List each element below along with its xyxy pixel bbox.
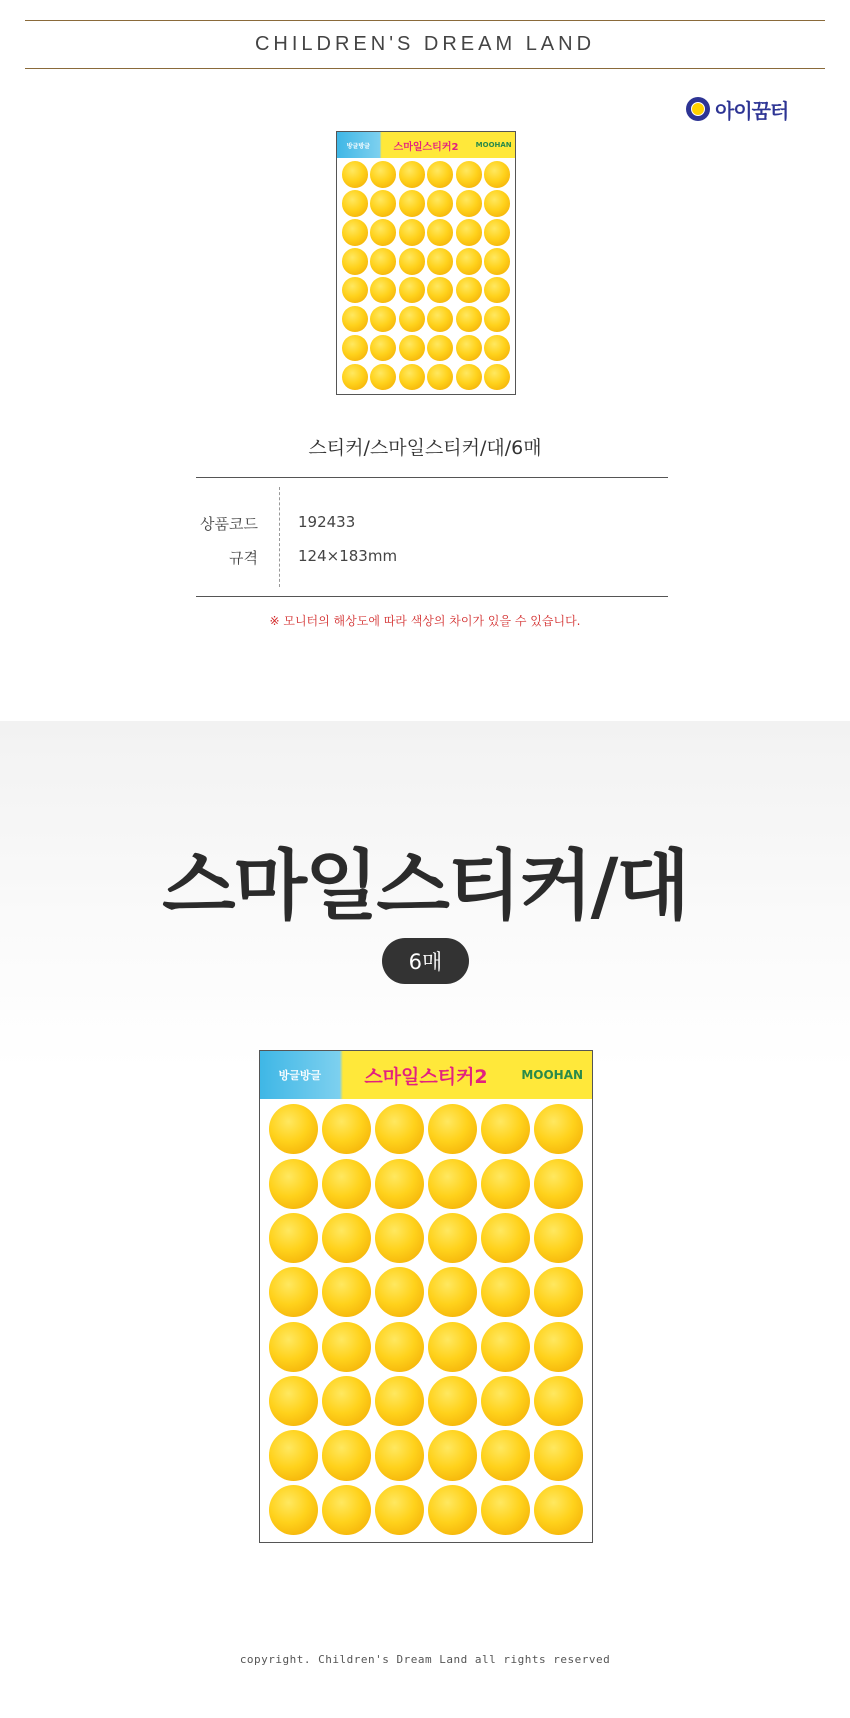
- smiley-sticker-icon: [428, 1376, 477, 1426]
- smiley-sticker-icon: [370, 190, 396, 217]
- brand-logo: [686, 95, 788, 123]
- copyright-text: copyright. Children's Dream Land all rights reserved: [239, 1653, 611, 1666]
- smiley-sticker-icon: [456, 335, 482, 362]
- smiley-sticker-icon: [481, 1430, 530, 1480]
- smiley-sticker-icon: [269, 1430, 318, 1480]
- smiley-sticker-icon: [427, 219, 453, 246]
- sheet-badge: 방글방글: [278, 1069, 322, 1082]
- smiley-sticker-icon: [342, 277, 368, 304]
- smiley-sticker-icon: [481, 1159, 530, 1209]
- smiley-sticker-icon: [370, 306, 396, 333]
- smiley-sticker-icon: [427, 335, 453, 362]
- smiley-sticker-icon: [322, 1159, 371, 1209]
- smiley-sticker-icon: [399, 248, 425, 275]
- smiley-sticker-icon: [427, 190, 453, 217]
- smiley-sticker-icon: [481, 1322, 530, 1372]
- smiley-sticker-icon: [534, 1322, 583, 1372]
- smiley-sticker-icon: [484, 161, 510, 188]
- smiley-sticker-icon: [375, 1213, 424, 1263]
- banner-title: CHILDREN'S DREAM LAND: [254, 33, 596, 55]
- smiley-sticker-icon: [481, 1485, 530, 1535]
- info-divider: [279, 487, 280, 587]
- smiley-sticker-icon: [370, 335, 396, 362]
- smiley-sticker-icon: [269, 1485, 318, 1535]
- smiley-sticker-icon: [456, 248, 482, 275]
- detail-section: [0, 721, 850, 1718]
- smiley-sticker-icon: [370, 364, 396, 391]
- smiley-sticker-icon: [456, 364, 482, 391]
- smiley-sticker-icon: [427, 306, 453, 333]
- smiley-sticker-icon: [534, 1267, 583, 1317]
- smiley-sticker-icon: [322, 1213, 371, 1263]
- smiley-sticker-icon: [342, 335, 368, 362]
- info-label: 규격: [229, 549, 258, 567]
- info-label: 상품코드: [200, 515, 258, 533]
- smiley-sticker-icon: [342, 190, 368, 217]
- sheet-maker: MOOHAN: [475, 141, 512, 149]
- smiley-sticker-icon: [428, 1430, 477, 1480]
- smiley-sticker-icon: [484, 335, 510, 362]
- store-banner: [25, 20, 825, 69]
- smiley-sticker-icon: [375, 1376, 424, 1426]
- product-image: [259, 1050, 593, 1543]
- smiley-sticker-icon: [269, 1322, 318, 1372]
- smiley-sticker-icon: [269, 1104, 318, 1154]
- smiley-sticker-icon: [322, 1485, 371, 1535]
- color-notice: ※ 모니터의 해상도에 따라 색상의 차이가 있을 수 있습니다.: [269, 614, 581, 628]
- product-title: 스티커/스마일스티커/대/6매: [308, 437, 542, 459]
- quantity-badge: 6매: [382, 938, 469, 984]
- smiley-sticker-icon: [342, 364, 368, 391]
- smiley-sticker-icon: [375, 1322, 424, 1372]
- smiley-sticker-icon: [375, 1267, 424, 1317]
- smiley-sticker-icon: [322, 1322, 371, 1372]
- product-info-table: [196, 477, 668, 597]
- sticker-grid: [267, 1102, 586, 1537]
- smiley-sticker-icon: [481, 1104, 530, 1154]
- smiley-sticker-icon: [399, 219, 425, 246]
- smiley-sticker-icon: [269, 1159, 318, 1209]
- smiley-sticker-icon: [370, 219, 396, 246]
- smiley-sticker-icon: [484, 248, 510, 275]
- smiley-sticker-icon: [269, 1213, 318, 1263]
- smiley-sticker-icon: [399, 277, 425, 304]
- smiley-sticker-icon: [322, 1267, 371, 1317]
- smiley-sticker-icon: [427, 277, 453, 304]
- smiley-sticker-icon: [375, 1430, 424, 1480]
- product-thumbnail: [336, 131, 516, 395]
- smiley-sticker-icon: [534, 1159, 583, 1209]
- sheet-badge: 방글방글: [346, 142, 370, 150]
- smiley-sticker-icon: [399, 190, 425, 217]
- smiley-sticker-icon: [534, 1213, 583, 1263]
- smiley-sticker-icon: [456, 306, 482, 333]
- smiley-sticker-icon: [484, 277, 510, 304]
- smiley-sticker-icon: [342, 306, 368, 333]
- smiley-sticker-icon: [484, 364, 510, 391]
- smiley-sticker-icon: [456, 161, 482, 188]
- smiley-sticker-icon: [484, 219, 510, 246]
- smiley-sticker-icon: [428, 1322, 477, 1372]
- smiley-sticker-icon: [399, 364, 425, 391]
- smiley-sticker-icon: [399, 306, 425, 333]
- smiley-sticker-icon: [269, 1267, 318, 1317]
- smiley-sticker-icon: [456, 277, 482, 304]
- sheet-title: 스마일스티커2: [364, 1065, 488, 1088]
- smiley-sticker-icon: [375, 1104, 424, 1154]
- info-value: 124×183mm: [298, 547, 398, 565]
- smiley-sticker-icon: [534, 1485, 583, 1535]
- smiley-sticker-icon: [428, 1267, 477, 1317]
- smiley-sticker-icon: [269, 1376, 318, 1426]
- smiley-sticker-icon: [534, 1376, 583, 1426]
- smiley-sticker-icon: [428, 1104, 477, 1154]
- smiley-sticker-icon: [342, 161, 368, 188]
- smiley-sticker-icon: [427, 364, 453, 391]
- sheet-header: [337, 132, 515, 158]
- brand-name: 아이꿈터: [715, 98, 789, 123]
- smiley-sticker-icon: [427, 248, 453, 275]
- smiley-sticker-icon: [534, 1430, 583, 1480]
- smiley-sticker-icon: [428, 1213, 477, 1263]
- smiley-sticker-icon: [481, 1267, 530, 1317]
- smiley-sticker-icon: [370, 277, 396, 304]
- smiley-sticker-icon: [375, 1159, 424, 1209]
- smiley-sticker-icon: [481, 1376, 530, 1426]
- smiley-sticker-icon: [428, 1159, 477, 1209]
- sheet-header: [260, 1051, 592, 1099]
- smiley-sticker-icon: [481, 1213, 530, 1263]
- smiley-sticker-icon: [456, 190, 482, 217]
- hero-title: 스마일스티커/대: [162, 841, 688, 930]
- sheet-maker: MOOHAN: [521, 1068, 584, 1082]
- smiley-sticker-icon: [370, 248, 396, 275]
- smiley-sticker-icon: [375, 1485, 424, 1535]
- smiley-sticker-icon: [484, 306, 510, 333]
- smiley-sticker-icon: [322, 1104, 371, 1154]
- smiley-sticker-icon: [322, 1376, 371, 1426]
- smiley-sticker-icon: [399, 335, 425, 362]
- info-value: 192433: [298, 513, 356, 531]
- smiley-sticker-icon: [370, 161, 396, 188]
- sheet-title: 스마일스티커2: [393, 141, 459, 153]
- smiley-sticker-icon: [428, 1485, 477, 1535]
- smiley-sticker-icon: [342, 248, 368, 275]
- smiley-sticker-icon: [399, 161, 425, 188]
- brand-badge-icon: [686, 97, 710, 121]
- smiley-sticker-icon: [342, 219, 368, 246]
- smiley-sticker-icon: [456, 219, 482, 246]
- smiley-sticker-icon: [534, 1104, 583, 1154]
- smiley-sticker-icon: [484, 190, 510, 217]
- smiley-sticker-icon: [322, 1430, 371, 1480]
- smiley-sticker-icon: [427, 161, 453, 188]
- sticker-grid: [341, 160, 512, 391]
